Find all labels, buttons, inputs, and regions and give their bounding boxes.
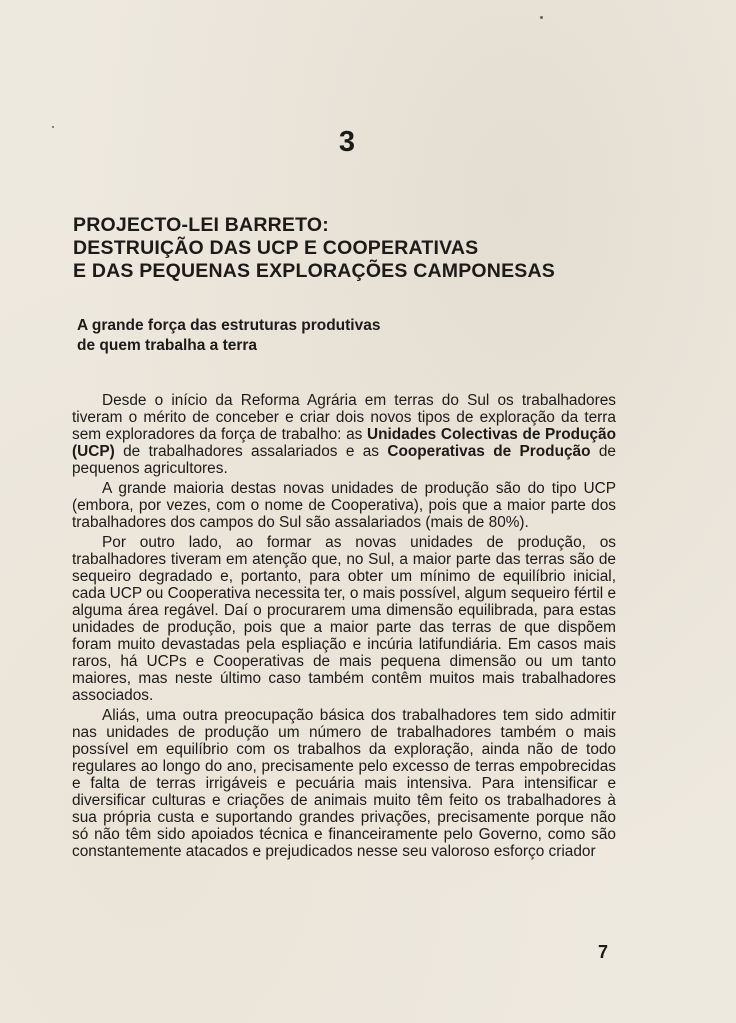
paper-speck bbox=[540, 16, 543, 19]
paragraph: Por outro lado, ao formar as novas unidades de produção, os trabalhadores tiveram em atenção que, no Sul, a maior parte das terras são de sequeiro degradado e, portanto, para obter um mínimo de equilíbrio inicial, cada UCP ou Cooperativa necessita ter, o mais possível, algum sequeiro fértil e alguma área regável. Daí o procurarem uma dimensão equilibrada, para estas unidades de produção, pois que a maior parte das terras de que dispõem foram muito devastadas pela espliação e incúria latifundiária. Em casos mais raros, há UCPs e Cooperativas de mais pequena dimensão ou um tanto maiores, mas neste último caso também contêm muitos mais trabalhadores associados. bbox=[72, 534, 616, 704]
chapter-title-line: DESTRUIÇÃO DAS UCP E COOPERATIVAS bbox=[73, 237, 479, 259]
chapter-title bbox=[73, 214, 673, 283]
body-text bbox=[72, 392, 616, 863]
paragraph-text: Desde o início da Reforma Agrária em terras do Sul os trabalhadores tiveram o mérito de conceber e criar dois novos tipos de exploração da terra sem exploradores da força de trabalho: as bbox=[72, 392, 616, 443]
page-number: 7 bbox=[598, 942, 609, 962]
paragraph: Aliás, uma outra preocupação básica dos trabalhadores tem sido admitir nas unidades de produção um número de trabalhadores também o mais possível em equilíbrio com os trabalhos da exploração, ainda não de todo regulares ao longo do ano, precisamente pelo excesso de terras empobrecidas e falta de terras irrigáveis e pecuária mais intensiva. Para intensificar e diversificar culturas e criações de animais muito têm feito os trabalhadores à sua própria custa e suportando grandes privações, precisamente porque não só não têm sido apoiados técnica e financeiramente pelo Governo, como são constantemente atacados e prejudicados nesse seu valoroso esforço criador bbox=[72, 707, 616, 860]
chapter-number: 3 bbox=[338, 126, 357, 158]
paragraph-text: de pequenos agricultores. bbox=[72, 443, 616, 477]
chapter-title-line: E DAS PEQUENAS EXPLORAÇÕES CAMPONESAS bbox=[73, 260, 555, 282]
section-subtitle bbox=[77, 316, 477, 356]
paragraph: A grande maioria destas novas unidades de produção são do tipo UCP (embora, por vezes, com o nome de Cooperativa), pois que a maior parte dos trabalhadores dos campos do Sul são assalariados (mais de 80%). bbox=[72, 480, 616, 531]
paragraph-text: de trabalhadores assalariados e as bbox=[114, 443, 388, 460]
paragraph bbox=[72, 392, 616, 477]
bold-term-cooperativas: Cooperativas de Produção bbox=[387, 443, 591, 460]
subtitle-line: de quem trabalha a terra bbox=[77, 337, 258, 354]
subtitle-line: A grande força das estruturas produtivas bbox=[77, 317, 381, 334]
chapter-title-line: PROJECTO-LEI BARRETO: bbox=[73, 214, 329, 236]
bold-term-ucp: Unidades Colectivas de Produção (UCP) bbox=[72, 426, 616, 460]
